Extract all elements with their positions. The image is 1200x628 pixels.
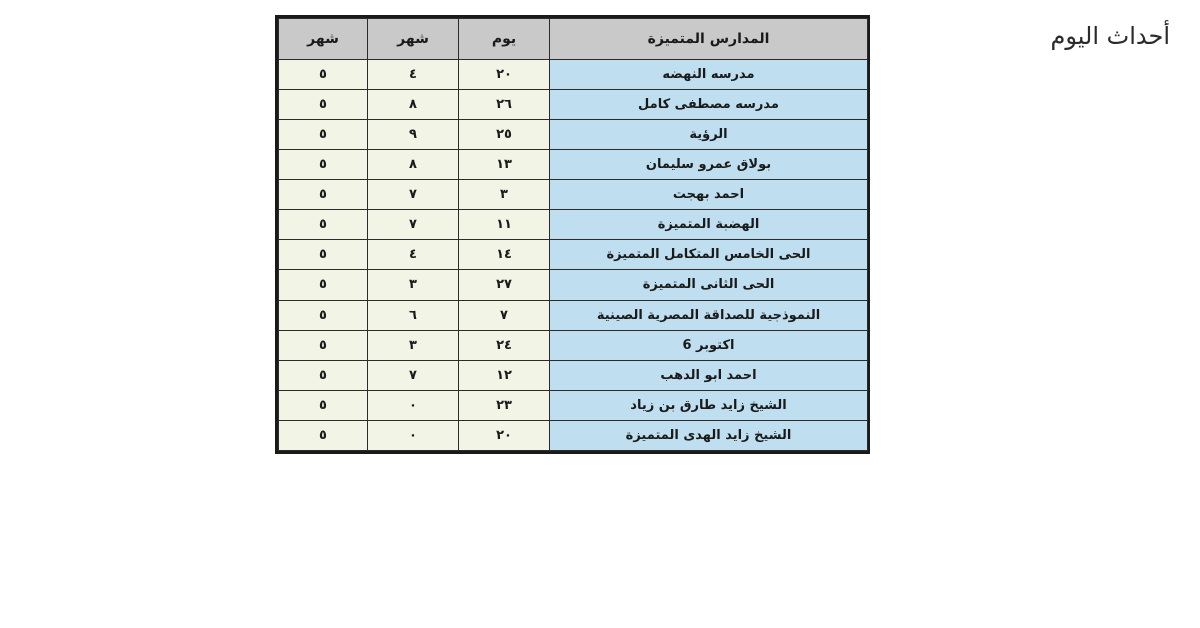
school-name-cell: الرؤية (550, 120, 868, 150)
table-row (279, 120, 868, 150)
month-cell: ٥ (279, 180, 368, 210)
day-cell: ١٢ (459, 360, 550, 390)
month-cell: ٤ (368, 240, 459, 270)
school-name-cell: الحى الثانى المتميزة (550, 270, 868, 300)
school-name-cell: بولاق عمرو سليمان (550, 150, 868, 180)
month-cell: ٥ (279, 390, 368, 420)
table-row (279, 300, 868, 330)
table-row (279, 90, 868, 120)
header-day: يوم (459, 19, 550, 60)
school-name-cell: الشيخ زايد الهدى المتميزة (550, 420, 868, 450)
month-cell: ٥ (279, 240, 368, 270)
day-cell: ٢٧ (459, 270, 550, 300)
table-row (279, 210, 868, 240)
month-cell: ٥ (279, 120, 368, 150)
month-cell: ٥ (279, 210, 368, 240)
month-cell: ٥ (279, 270, 368, 300)
table-header-row (279, 19, 868, 60)
month-cell: ٥ (279, 420, 368, 450)
school-name-cell: احمد ابو الدهب (550, 360, 868, 390)
month-cell: ٩ (368, 120, 459, 150)
day-cell: ١٤ (459, 240, 550, 270)
day-cell: ٢٠ (459, 420, 550, 450)
school-name-cell: اكتوبر 6 (550, 330, 868, 360)
school-name-cell: النموذجية للصداقة المصرية الصينية (550, 300, 868, 330)
table-row (279, 420, 868, 450)
month-cell: ٣ (368, 330, 459, 360)
month-cell: ٧ (368, 360, 459, 390)
schools-table (278, 18, 868, 451)
month-cell: ٧ (368, 180, 459, 210)
header-school: المدارس المتميزة (550, 19, 868, 60)
table-row (279, 330, 868, 360)
day-cell: ١١ (459, 210, 550, 240)
school-name-cell: احمد بهجت (550, 180, 868, 210)
month-cell: ٥ (279, 150, 368, 180)
month-cell: ٨ (368, 150, 459, 180)
site-watermark: أحداث اليوم (1050, 22, 1170, 50)
month-cell: ٨ (368, 90, 459, 120)
table-row (279, 240, 868, 270)
day-cell: ٢٠ (459, 60, 550, 90)
table-row (279, 150, 868, 180)
month-cell: ٥ (279, 60, 368, 90)
table-row (279, 60, 868, 90)
day-cell: ٢٤ (459, 330, 550, 360)
school-name-cell: مدرسه النهضه (550, 60, 868, 90)
school-name-cell: مدرسه مصطفى كامل (550, 90, 868, 120)
day-cell: ٢٦ (459, 90, 550, 120)
month-cell: ٦ (368, 300, 459, 330)
month-cell: ٣ (368, 270, 459, 300)
school-name-cell: الشيخ زايد طارق بن زياد (550, 390, 868, 420)
day-cell: ٧ (459, 300, 550, 330)
table-body (279, 60, 868, 451)
day-cell: ١٣ (459, 150, 550, 180)
school-name-cell: الحى الخامس المتكامل المتميزة (550, 240, 868, 270)
schools-table-container (275, 15, 870, 454)
day-cell: ٢٣ (459, 390, 550, 420)
table-row (279, 270, 868, 300)
table-row (279, 180, 868, 210)
month-cell: ٠ (368, 390, 459, 420)
month-cell: ٧ (368, 210, 459, 240)
header-month: شهر (279, 19, 368, 60)
header-month: شهر (368, 19, 459, 60)
school-name-cell: الهضبة المتميزة (550, 210, 868, 240)
month-cell: ٥ (279, 90, 368, 120)
day-cell: ٢٥ (459, 120, 550, 150)
table-row (279, 360, 868, 390)
table-row (279, 390, 868, 420)
month-cell: ٥ (279, 360, 368, 390)
day-cell: ٣ (459, 180, 550, 210)
month-cell: ٥ (279, 300, 368, 330)
month-cell: ٤ (368, 60, 459, 90)
month-cell: ٠ (368, 420, 459, 450)
month-cell: ٥ (279, 330, 368, 360)
